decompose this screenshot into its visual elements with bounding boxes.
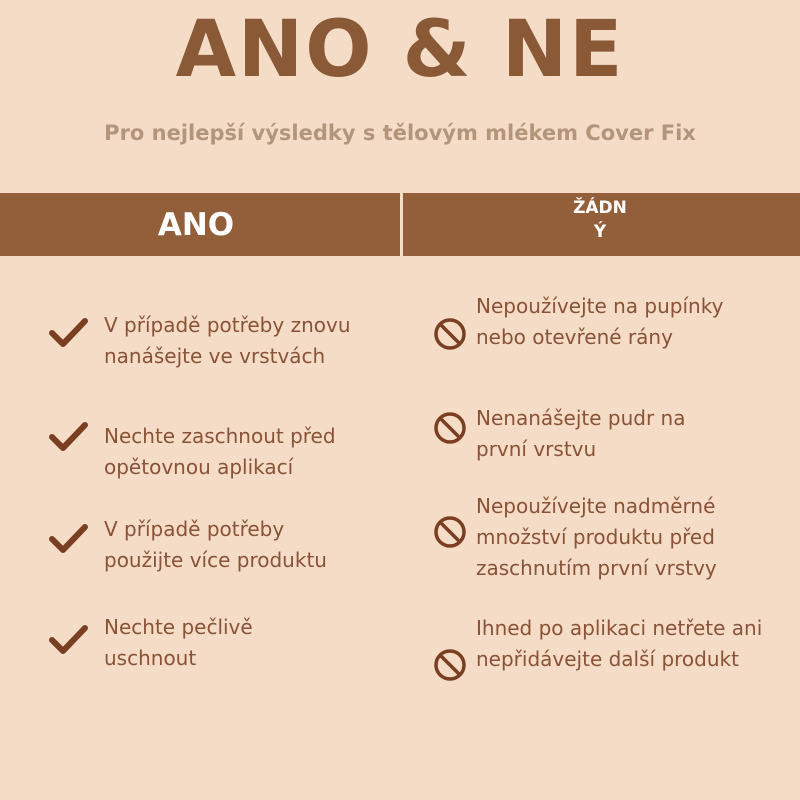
yes-item-2: Nechte zaschnout před opětovnou aplikací xyxy=(104,424,336,479)
yes-item-3: V případě potřeby použijte více produktu xyxy=(104,517,327,572)
no-item-3: Nepoužívejte nadměrné množství produktu před zaschnutím první vrstvy xyxy=(476,494,717,580)
no-item-1: Nepoužívejte na pupínky nebo otevřené rány xyxy=(476,294,724,349)
prohibited-icon xyxy=(433,648,467,682)
no-item-2: Nenanášejte pudr na první vrstvu xyxy=(476,406,686,461)
yes-item-1: V případě potřeby znovu nanášejte ve vrstvách xyxy=(104,313,351,368)
column-header-bar xyxy=(0,193,800,256)
column-header-no: ŽÁDNÝ xyxy=(573,198,627,242)
prohibited-icon xyxy=(433,317,467,351)
column-header-yes: ANO xyxy=(157,206,235,243)
prohibited-icon xyxy=(433,515,467,549)
check-icon xyxy=(49,522,89,556)
check-icon xyxy=(49,316,89,350)
page-subtitle: Pro nejlepší výsledky s tělovým mlékem Cover Fix xyxy=(104,121,696,145)
no-item-4: Ihned po aplikaci netřete ani nepřidávejte další produkt xyxy=(476,616,763,671)
header-divider xyxy=(400,193,403,256)
check-icon xyxy=(49,623,89,657)
check-icon xyxy=(49,420,89,454)
yes-item-4: Nechte pečlivě uschnout xyxy=(104,615,253,670)
page-title: ANO & NE xyxy=(175,5,625,95)
prohibited-icon xyxy=(433,411,467,445)
